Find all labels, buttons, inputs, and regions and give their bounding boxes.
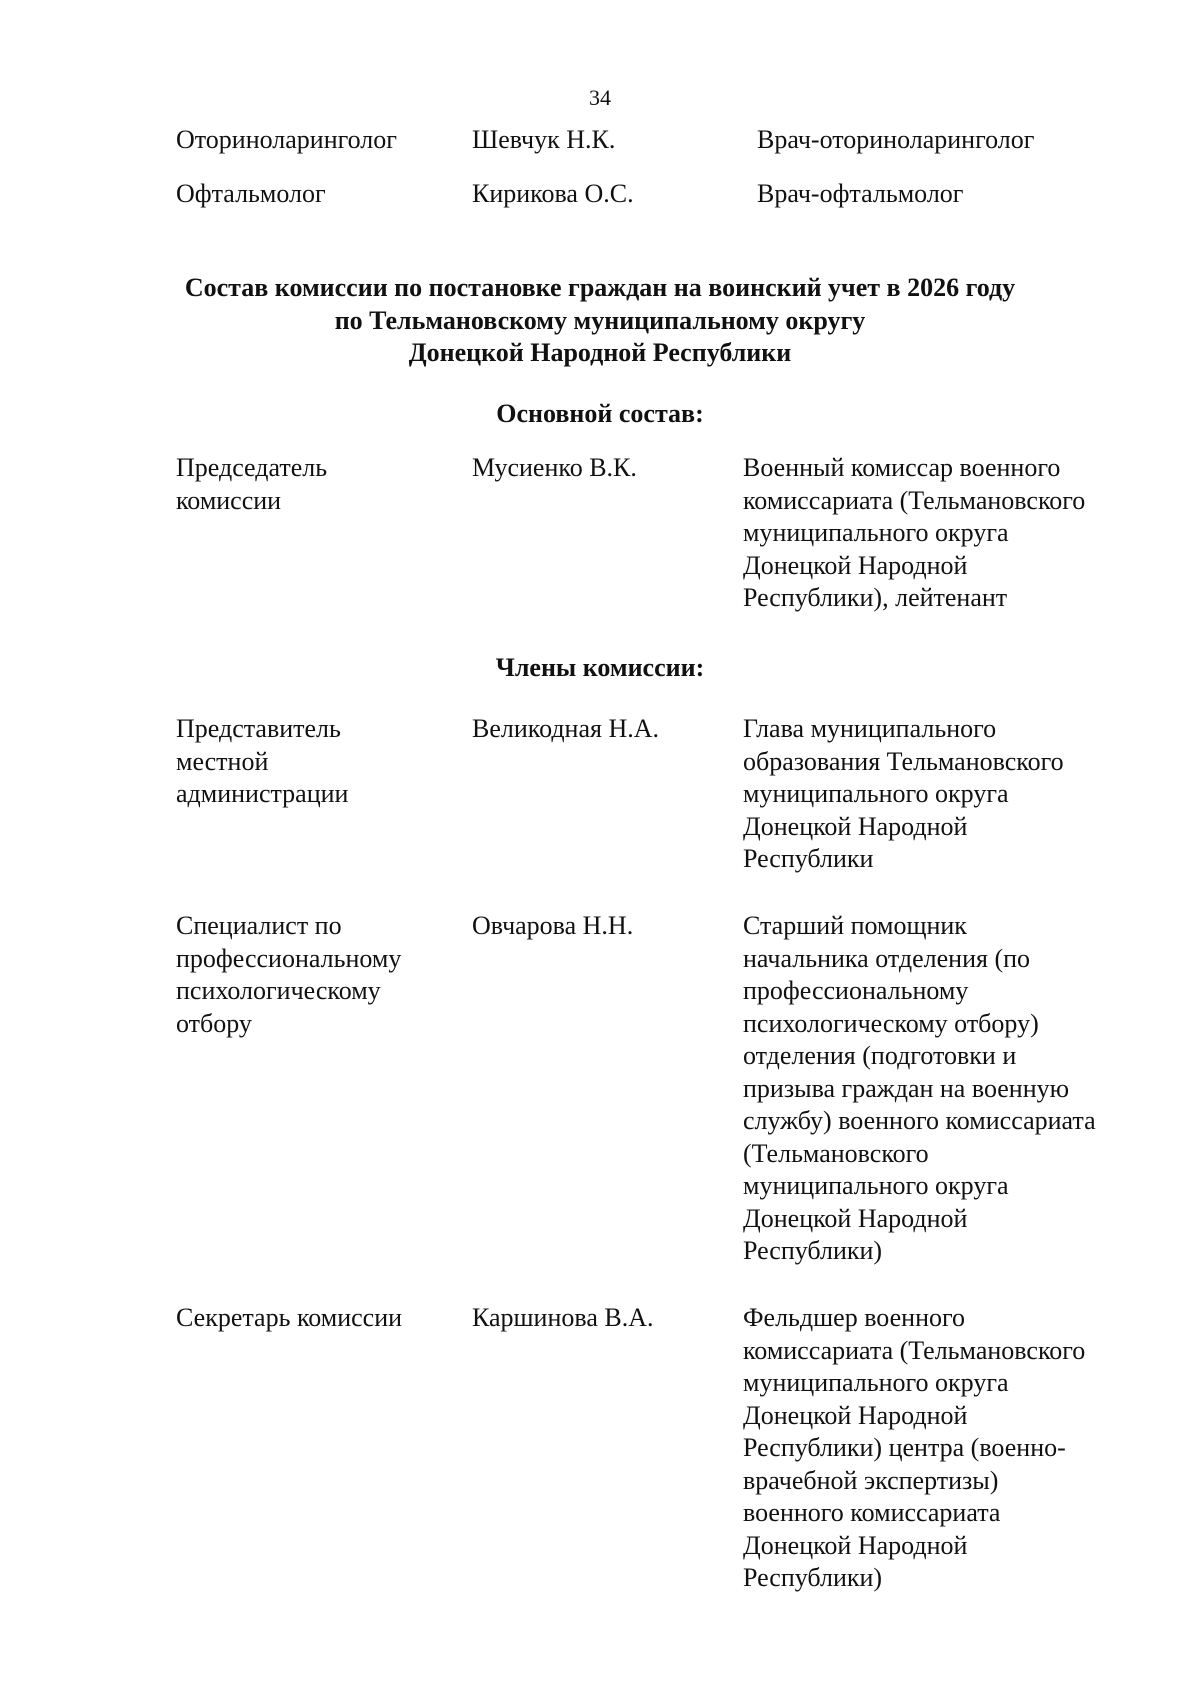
title-line: Состав комиссии по постановке граждан на воинский учет в 2026 году [184, 273, 1016, 302]
page-number: 34 [589, 85, 611, 110]
document-title [0, 272, 1200, 370]
position-cell: Старший помощник начальника отделения (по профессиональному психологическому отбору) отделения (подготовки и призыва граждан на военную службу) военного комиссариата (Тельмановского муниципального округа Донецкой Народной Республики) [743, 911, 1096, 1265]
title-line: по Тельмановскому муниципальному округу [334, 305, 866, 335]
main-composition-heading: Основной состав: [496, 399, 704, 428]
position-cell: Врач-офтальмолог [757, 179, 964, 208]
position-cell: Фельдшер военного комиссариата (Тельмановского муниципального округа Донецкой Народной Республики) центра (военно- врачебной экспертизы) военного комиссариата Донецкой Народной Республики) [743, 1303, 1086, 1592]
title-line: Донецкой Народной Республики [408, 338, 792, 367]
role-cell: Представитель местной администрации [176, 714, 349, 808]
specialty-cell: Оториноларинголог [176, 125, 397, 154]
role-cell: Председатель комиссии [176, 453, 328, 515]
name-cell: Шевчук Н.К. [472, 125, 616, 154]
role-cell: Секретарь комиссии [176, 1303, 403, 1332]
name-cell: Мусиенко В.К. [472, 453, 637, 482]
table-row [0, 178, 1200, 212]
position-cell: Глава муниципального образования Тельмановского муниципального округа Донецкой Народной Республики [743, 714, 1064, 873]
position-cell: Военный комиссар военного комиссариата (Тельмановского муниципального округа Донецкой Народной Республики), лейтенант [743, 453, 1086, 612]
role-cell: Специалист по профессиональному психологическому отбору [176, 911, 402, 1038]
members-heading: Члены комиссии: [495, 653, 705, 682]
name-cell: Великодная Н.А. [472, 714, 660, 743]
specialty-cell: Офтальмолог [176, 179, 326, 208]
name-cell: Овчарова Н.Н. [472, 911, 634, 940]
table-row [0, 124, 1200, 158]
name-cell: Кирикова О.С. [472, 179, 634, 208]
position-cell: Врач-оториноларинголог [757, 125, 1035, 154]
name-cell: Каршинова В.А. [472, 1303, 654, 1332]
